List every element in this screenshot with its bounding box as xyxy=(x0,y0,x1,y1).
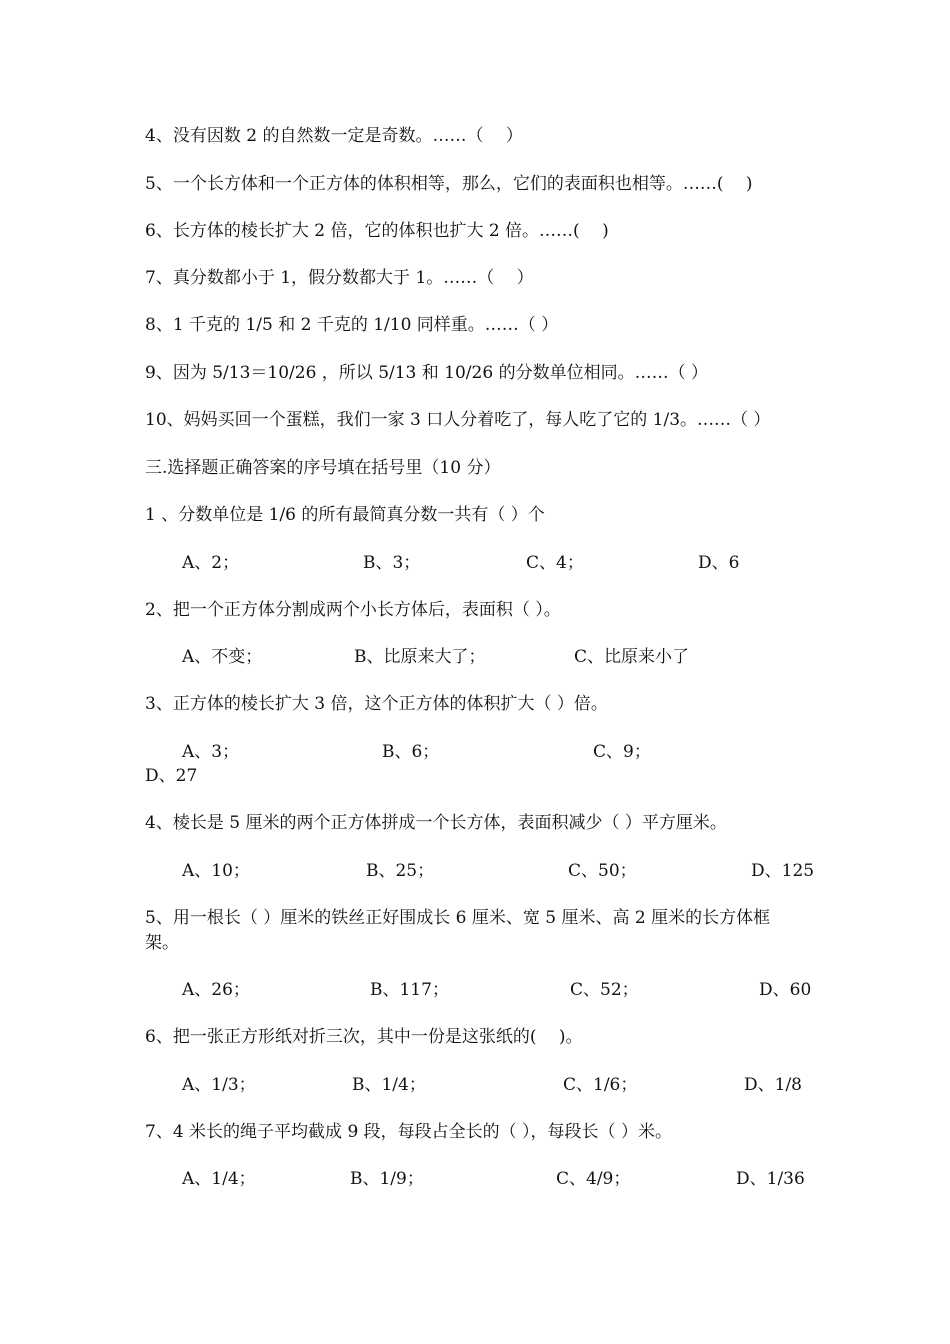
question-3-option-d: D、27 xyxy=(145,766,198,786)
question-4-stem: 4、棱长是 5 厘米的两个正方体拼成一个长方体，表面积减少（ ）平方厘米。 xyxy=(145,813,727,833)
question-2-option-c: C、比原来小了 xyxy=(574,647,690,667)
question-2-option-b: B、比原来大了； xyxy=(354,647,486,667)
question-3-option-c: C、9； xyxy=(593,742,651,762)
question-4-option-b: B、25； xyxy=(366,861,435,881)
question-5-stem-line-1: 5、用一根长（ ）厘米的铁丝正好围成长 6 厘米、宽 5 厘米、高 2 厘米的长方体框 xyxy=(145,908,771,928)
question-6-option-b: B、1/4； xyxy=(352,1075,426,1095)
judgement-item-9: 9、因为 5/13＝10/26 ，所以 5/13 和 10/26 的分数单位相同。……（ ） xyxy=(145,363,708,383)
question-3-option-a: A、3； xyxy=(182,742,240,762)
judgement-item-8: 8、1 千克的 1/5 和 2 千克的 1/10 同样重。……（ ） xyxy=(145,315,559,335)
question-7-stem: 7、4 米长的绳子平均截成 9 段，每段占全长的（ ），每段长（ ）米。 xyxy=(145,1122,672,1142)
question-6-stem: 6、把一张正方形纸对折三次，其中一份是这张纸的( )。 xyxy=(145,1027,583,1047)
question-6-option-d: D、1/8 xyxy=(744,1075,802,1095)
judgement-item-6: 6、长方体的棱长扩大 2 倍，它的体积也扩大 2 倍。……( ) xyxy=(145,221,609,241)
question-1-stem: 1 、分数单位是 1/6 的所有最简真分数一共有（ ）个 xyxy=(145,505,545,525)
question-7-option-a: A、1/4； xyxy=(182,1169,256,1189)
question-5-option-c: C、52； xyxy=(570,980,639,1000)
question-5-stem-line-2: 架。 xyxy=(145,933,179,953)
question-5-option-d: D、60 xyxy=(759,980,812,1000)
section-title: 三.选择题正确答案的序号填在括号里（10 分） xyxy=(145,458,501,478)
question-4-option-d: D、125 xyxy=(751,861,815,881)
judgement-item-7: 7、真分数都小于 1，假分数都大于 1。……（ ） xyxy=(145,268,534,288)
question-4-option-c: C、50； xyxy=(568,861,637,881)
question-1-option-d: D、6 xyxy=(698,553,740,573)
question-3-stem: 3、正方体的棱长扩大 3 倍，这个正方体的体积扩大（ ）倍。 xyxy=(145,694,608,714)
question-6-option-a: A、1/3； xyxy=(182,1075,256,1095)
question-5-option-b: B、117； xyxy=(370,980,449,1000)
question-5-option-a: A、26； xyxy=(182,980,250,1000)
question-1-option-c: C、4； xyxy=(526,553,584,573)
question-2-option-a: A、不变； xyxy=(182,647,263,667)
question-7-option-b: B、1/9； xyxy=(350,1169,424,1189)
question-2-stem: 2、把一个正方体分割成两个小长方体后，表面积（ ）。 xyxy=(145,600,561,620)
question-1-option-b: B、3； xyxy=(363,553,421,573)
question-7-option-d: D、1/36 xyxy=(736,1169,805,1189)
judgement-item-4: 4、没有因数 2 的自然数一定是奇数。……（ ） xyxy=(145,126,523,146)
question-6-option-c: C、1/6； xyxy=(563,1075,638,1095)
judgement-item-5: 5、一个长方体和一个正方体的体积相等，那么，它们的表面积也相等。……( ) xyxy=(145,174,753,194)
judgement-item-10: 10、妈妈买回一个蛋糕，我们一家 3 口人分着吃了，每人吃了它的 1/3。……（ ） xyxy=(145,410,771,430)
question-3-option-b: B、6； xyxy=(382,742,440,762)
question-7-option-c: C、4/9； xyxy=(556,1169,631,1189)
question-1-option-a: A、2； xyxy=(182,553,240,573)
question-4-option-a: A、10； xyxy=(182,861,250,881)
